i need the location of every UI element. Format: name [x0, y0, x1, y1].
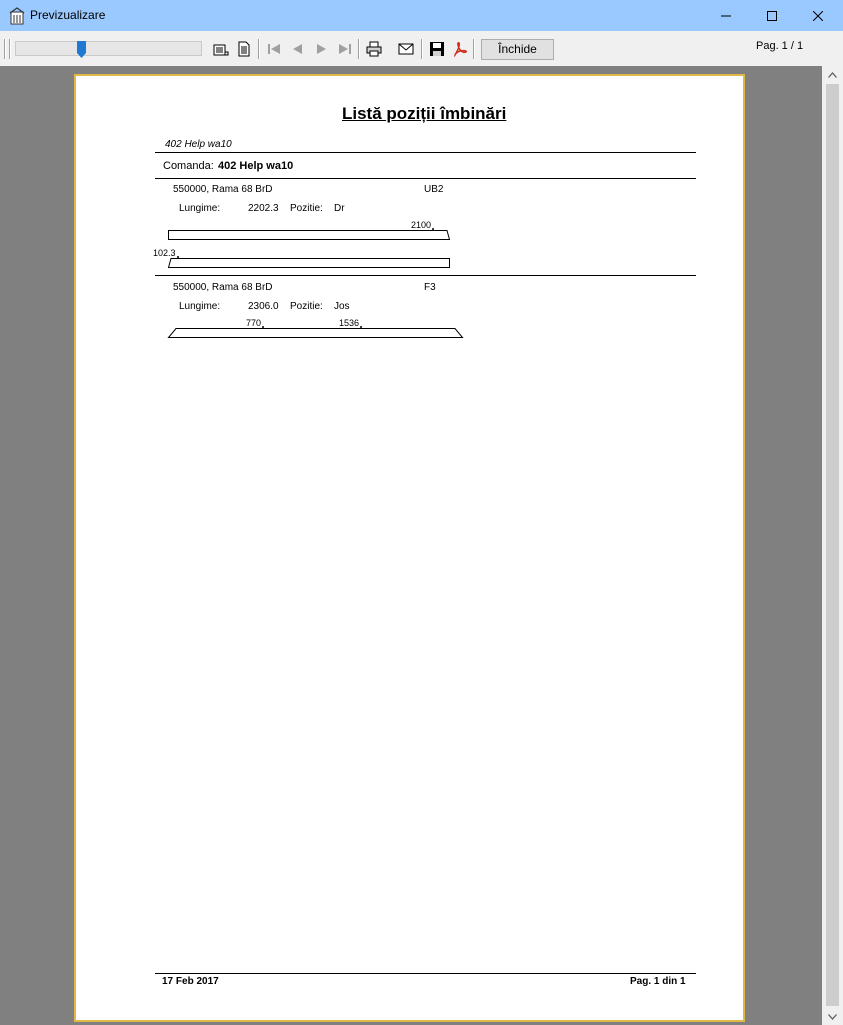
- dimension-marker: [360, 326, 362, 328]
- position-value: Jos: [334, 301, 350, 312]
- close-preview-button[interactable]: Închide: [481, 39, 554, 60]
- order-label: Comanda:: [163, 160, 214, 172]
- item-code: 550000, Rama 68 BrD: [173, 184, 273, 195]
- footer-divider: [155, 973, 696, 974]
- length-label: Lungime:: [179, 203, 221, 214]
- report-title: Listă poziții îmbinări: [342, 104, 507, 123]
- position-label: Pozitie:: [290, 203, 323, 214]
- length-value: 2202.3: [248, 203, 279, 214]
- item-tag: UB2: [424, 184, 444, 195]
- item-code: 550000, Rama 68 BrD: [173, 282, 273, 293]
- report-subtitle: 402 Help wa10: [165, 139, 232, 150]
- order-value: 402 Help wa10: [218, 160, 294, 172]
- profile-shape: [169, 259, 450, 268]
- page-indicator: Pag. 1 / 1: [756, 40, 804, 52]
- item-tag: F3: [424, 282, 436, 293]
- dimension-marker: [177, 256, 179, 258]
- dimension-marker: [262, 326, 264, 328]
- profile-shape: [169, 231, 450, 240]
- window-title: Previzualizare: [30, 8, 106, 22]
- dimension-label: 1536: [339, 318, 360, 328]
- footer-page: Pag. 1 din 1: [630, 976, 686, 987]
- length-label: Lungime:: [179, 301, 221, 312]
- dimension-label: 2100: [411, 220, 432, 230]
- length-value: 2306.0: [248, 301, 279, 312]
- dimension-marker: [432, 228, 434, 230]
- position-label: Pozitie:: [290, 301, 323, 312]
- position-value: Dr: [334, 203, 345, 214]
- dimension-label: 770: [246, 318, 262, 328]
- profile-shape: [169, 329, 463, 338]
- footer-date: 17 Feb 2017: [162, 976, 219, 987]
- dimension-label: 102.3: [153, 248, 176, 258]
